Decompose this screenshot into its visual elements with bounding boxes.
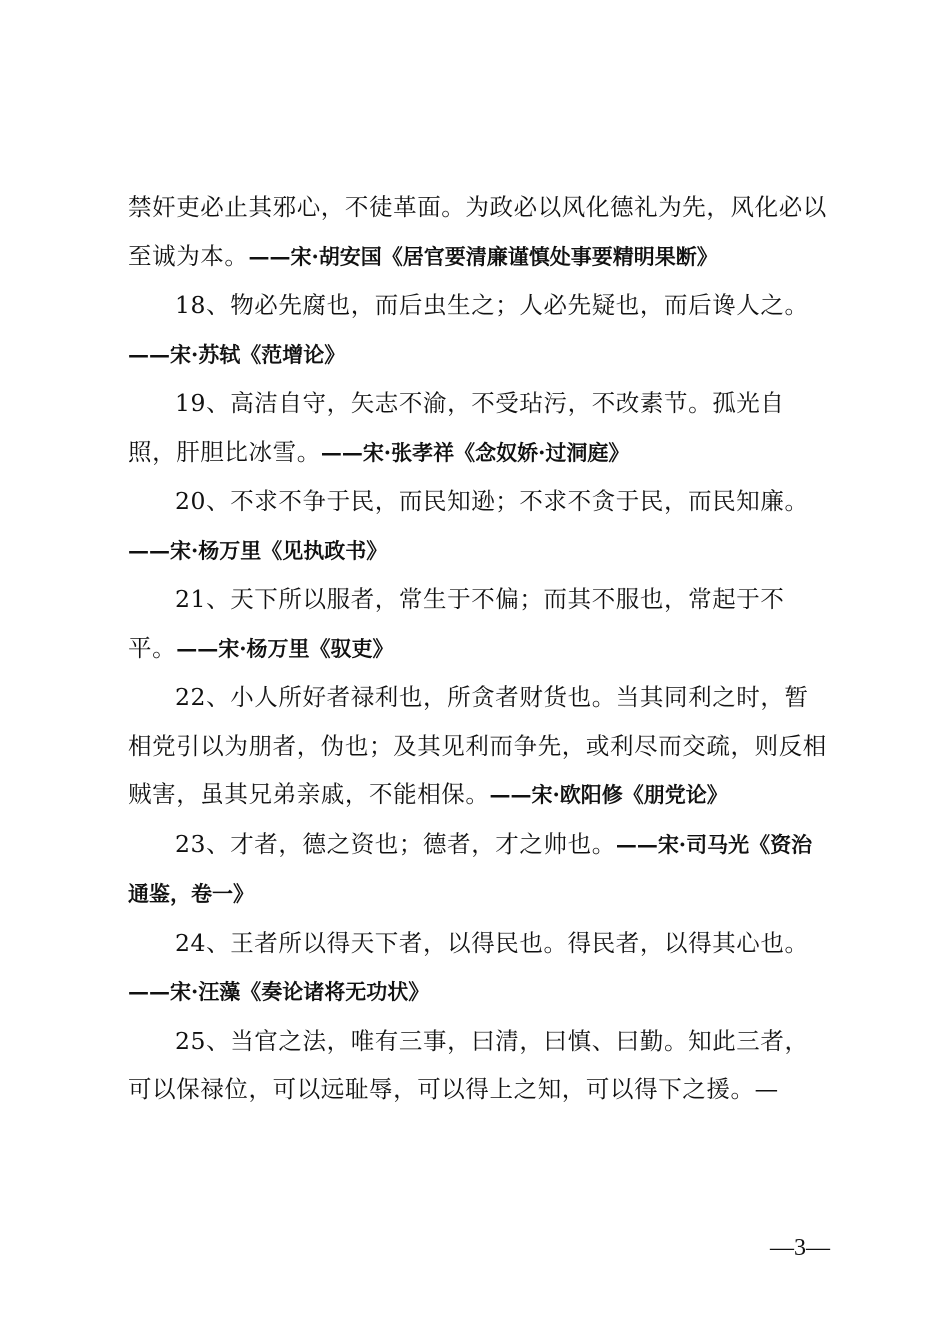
- quote-paragraph: [128, 477, 830, 575]
- quote-paragraph: [128, 919, 830, 1017]
- quote-text: 23、才者，德之资也；德者，才之帅也。: [175, 829, 616, 858]
- quote-text: 24、王者所以得天下者，以得民也。得民者，以得其心也。: [175, 928, 809, 957]
- quote-paragraph: [128, 281, 830, 379]
- quote-source: ——宋·胡安国《居官要清廉谨慎处事要精明果断》: [248, 243, 718, 269]
- quote-source: ——宋·苏轼《范增论》: [128, 341, 346, 367]
- quote-source: ——宋·杨万里《驭吏》: [176, 635, 394, 661]
- quote-paragraph: [128, 379, 830, 477]
- quote-paragraph: [128, 820, 830, 919]
- quote-text: 20、不求不争于民，而民知逊；不求不贪于民，而民知廉。: [175, 487, 809, 515]
- quote-text: 22、小人所好者禄利也，所贪者财货也。当其同利之时，暂相党引以为朋者，伪也；及其见利而争先，或利尽而交疏，则反相贼害，虽其兄弟亲戚，不能相保。: [128, 683, 827, 808]
- page-body: [128, 183, 830, 1114]
- quote-paragraph: [128, 673, 830, 820]
- page-number: —3—: [770, 1235, 830, 1261]
- quote-text: 18、物必先腐也，而后虫生之；人必先疑也，而后谗人之。: [175, 291, 809, 319]
- quote-source: ——宋·汪藻《奏论诸将无功状》: [128, 979, 430, 1004]
- quote-text: 21、天下所以服者，常生于不偏；而其不服也，常起于不平。: [128, 585, 785, 662]
- quote-paragraph: [128, 575, 830, 673]
- quote-paragraph: [128, 183, 830, 281]
- quote-source: ——宋·张孝祥《念奴娇·过洞庭》: [320, 439, 630, 465]
- quote-source: ——宋·杨万里《见执政书》: [128, 537, 388, 563]
- quote-paragraph: [128, 1017, 830, 1114]
- quote-text: 禁奸吏必止其邪心，不徒革面。为政必以风化德礼为先，风化必以至诚为本。: [128, 193, 827, 270]
- quote-text: 19、高洁自守，矢志不渝，不受玷污，不改素节。孤光自照，肝胆比冰雪。: [128, 389, 785, 466]
- quote-source: ——宋·欧阳修《朋党论》: [489, 782, 728, 807]
- quote-source: ——宋·司马光《资治通鉴，卷一》: [128, 831, 813, 906]
- quote-text: 25、当官之法，唯有三事，曰清，曰慎、曰勤。知此三者，可以保禄位，可以远耻辱，可以得上之知，可以得下之援。—: [128, 1026, 809, 1103]
